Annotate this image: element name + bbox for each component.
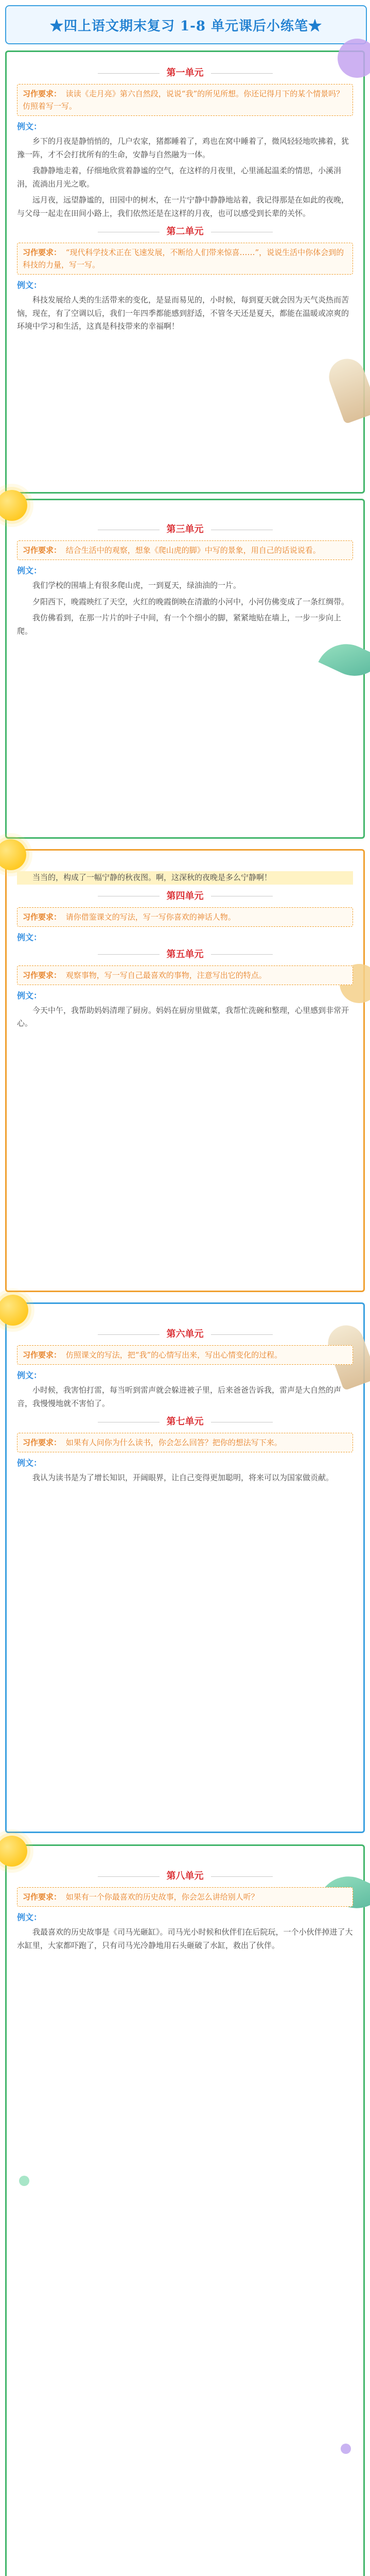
prompt-label: 习作要求： (23, 248, 62, 257)
prompt-label: 习作要求： (23, 970, 62, 980)
unit-6-para-1: 小时候，我害怕打雷，每当听到雷声就会躲进被子里，后来爸爸告诉我，雷声是大自然的声音，我慢慢地就不害怕了。 (17, 1385, 342, 1408)
unit-title-4 (17, 889, 353, 902)
prompt-label: 习作要求： (23, 546, 62, 555)
decor-dot (341, 2444, 351, 2454)
unit-1-prompt-text: 读读《走月亮》第六自然段，说说“我”的所见所想。你还记得月下的某个情景吗？仿照着写一写。 (23, 89, 344, 111)
example-label: 例文： (17, 1370, 42, 1380)
unit-2-para-1: 科技发展给人类的生活带来的变化，是显而易见的，小时候，每到夏天就会因为天气炎热而苦恼，现在，有了空调以后，我们一年四季都能感到舒适，不管冬天还是夏天，都能在温暖或凉爽的环境中学习和生活，这真是科技带来的幸福啊！ (17, 295, 349, 331)
example-label: 例文： (17, 1458, 42, 1468)
unit-1-para-2: 我静静地走着，仔细地欣赏着静谧的空气，在这样的月夜里，心里涌起温柔的情思，小溪涓涓，流淌出月光之歌。 (17, 166, 342, 189)
example-label: 例文： (17, 1912, 42, 1922)
card-units-6-7 (5, 1302, 365, 1833)
prompt-label: 习作要求： (23, 1892, 62, 1902)
unit-5-para-1: 今天中午，我帮助妈妈清理了厨房。妈妈在厨房里做菜，我帮忙洗碗和整理，心里感到非常开心。 (17, 1005, 349, 1028)
unit-8-prompt-text: 如果有一个你最喜欢的历史故事，你会怎么讲给别人听？ (65, 1892, 259, 1902)
card-unit-8 (5, 1844, 365, 2576)
unit-title-5 (17, 947, 353, 960)
unit-4-prompt-text: 请你借鉴课文的写法，写一写你喜欢的神话人物。 (65, 912, 236, 922)
example-label: 例文： (17, 932, 42, 942)
unit-3-prompt-text: 结合生活中的观察，想象《爬山虎的脚》中写的景象，用自己的话说说看。 (65, 546, 321, 555)
unit-7-prompt (17, 1433, 353, 1452)
decor-feather (324, 354, 370, 425)
unit-7-para-1: 我认为读书是为了增长知识，开阔眼界，让自己变得更加聪明，将来可以为国家做贡献。 (32, 1473, 334, 1482)
unit-title-4-text: 第四单元 (166, 890, 204, 902)
example-label: 例文： (17, 566, 42, 575)
prompt-label: 习作要求： (23, 912, 62, 922)
unit-title-1 (17, 65, 353, 79)
example-label: 例文： (17, 122, 42, 131)
unit-1-prompt (17, 84, 353, 116)
decor-dot (19, 2176, 29, 2186)
unit-4-intro: 当当的，构成了一幅宁静的秋夜图。啊，这深秋的夜晚是多么宁静啊！ (17, 871, 353, 885)
unit-3-para-2: 夕阳西下，晚霞映红了天空，火红的晚霞倒映在清澈的小河中，小河仿佛变成了一条红绸带。 (32, 597, 349, 606)
unit-title-8-text: 第八单元 (166, 1871, 204, 1882)
unit-title-1-text: 第一单元 (166, 67, 204, 78)
unit-title-2 (17, 224, 353, 238)
unit-7-prompt-text: 如果有人问你为什么读书，你会怎么回答？把你的想法写下来。 (65, 1438, 282, 1447)
prompt-label: 习作要求： (23, 1350, 62, 1360)
unit-title-7 (17, 1414, 353, 1428)
card-units-4-5 (5, 849, 365, 1292)
unit-1-para-1: 乡下的月夜是静悄悄的，几户农家，猪都睡着了，鸡也在窝中睡着了，微风轻轻地吹拂着，犹豫一阵，才不会打扰所有的生命，安静与自然融为一体。 (17, 137, 349, 159)
example-label: 例文： (17, 990, 42, 1001)
unit-1-para-3: 远月夜，远望静谧的，田园中的树木，在一片宁静中静静地站着，我记得那是在如此的夜晚，与父母一起走在田间小路上，我们依然还是在这样的月夜，也可以感受到长辈的关怀。 (17, 195, 349, 218)
unit-title-5-text: 第五单元 (166, 948, 204, 960)
unit-8-para-1: 我最喜欢的历史故事是《司马光砸缸》。司马光小时候和伙伴们在后院玩，一个小伙伴掉进了大水缸里，大家都吓跑了，只有司马光冷静地用石头砸破了水缸，救出了伙伴。 (17, 1927, 353, 1950)
unit-3-para-1: 我们学校的围墙上有很多爬山虎，一到夏天，绿油油的一片。 (32, 581, 241, 590)
unit-title-6 (17, 1327, 353, 1340)
card-unit-3 (5, 499, 365, 839)
example-label: 例文： (17, 280, 42, 290)
unit-2-prompt (17, 243, 353, 275)
unit-title-7-text: 第七单元 (166, 1416, 204, 1427)
prompt-label: 习作要求： (23, 89, 62, 98)
prompt-label: 习作要求： (23, 1438, 62, 1447)
unit-title-6-text: 第六单元 (166, 1329, 204, 1340)
unit-3-para-3: 我仿佛看到，在那一片片的叶子中间，有一个个细小的脚，紧紧地贴在墙上，一步一步向上爬。 (17, 613, 342, 636)
unit-6-prompt (17, 1345, 353, 1365)
unit-5-prompt (17, 965, 353, 985)
unit-title-2-text: 第二单元 (166, 226, 204, 237)
unit-title-3-text: 第三单元 (166, 524, 204, 535)
unit-2-prompt-text: “现代科学技术正在飞速发展，不断给人们带来惊喜……”，说说生活中你体会到的科技的力量，写一写。 (23, 248, 344, 269)
unit-title-3 (17, 522, 353, 535)
unit-6-prompt-text: 仿照课文的写法，把“我”的心情写出来，写出心情变化的过程。 (65, 1350, 283, 1360)
page-title (5, 5, 367, 44)
page-title-text: ★四上语文期末复习 1-8 单元课后小练笔★ (49, 18, 323, 34)
unit-title-8 (17, 1869, 353, 1882)
unit-3-prompt (17, 540, 353, 560)
unit-5-prompt-text: 观察事物，写一写自己最喜欢的事物，注意写出它的特点。 (65, 970, 267, 980)
unit-8-prompt (17, 1887, 353, 1907)
unit-4-prompt (17, 907, 353, 927)
card-units-1-2 (5, 50, 365, 494)
